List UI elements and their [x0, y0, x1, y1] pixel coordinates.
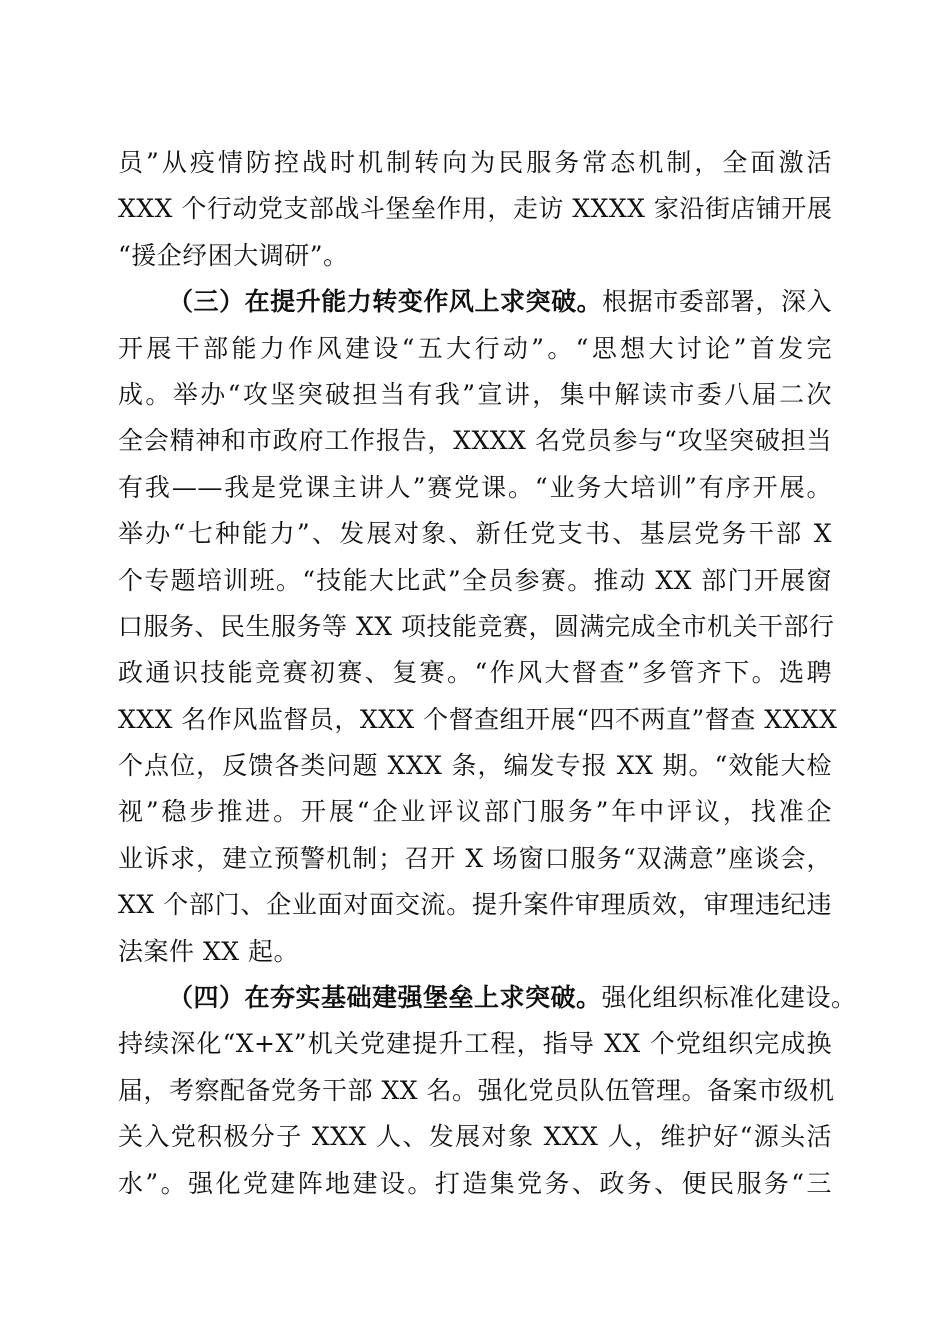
text-line: 有我——我是党课主讲人”赛党课。“业务大培训”有序开展。	[118, 472, 832, 502]
paragraph	[118, 279, 838, 975]
text-line: 法案件 XX 起。	[118, 936, 299, 966]
text-line: 水”。强化党建阵地建设。打造集党务、政务、便民服务“三	[118, 1168, 832, 1198]
text-line: XXX 个行动党支部战斗堡垒作用，走访 XXXX 家沿街店铺开展	[118, 194, 833, 224]
text-line: 关入党积极分子 XXX 人、发展对象 XXX 人，维护好“源头活	[118, 1122, 832, 1152]
paragraph-first-line	[118, 975, 857, 1021]
text-line: XX 个部门、企业面对面交流。提升案件审理质效，审理违纪违	[118, 890, 832, 920]
text-line: 持续深化“X+X”机关党建提升工程，指导 XX 个党组织完成换	[118, 1029, 832, 1059]
document-body	[118, 140, 857, 1207]
text-line: 个点位，反馈各类问题 XXX 条，编发专报 XX 期。“效能大检	[118, 751, 832, 781]
text-line: 口服务、民生服务等 XX 项技能竞赛，圆满完成全市机关干部行	[118, 611, 835, 641]
text-line: 举办“七种能力”、发展对象、新任党支书、基层党务干部 X	[118, 519, 832, 549]
paragraph	[118, 140, 832, 279]
text-line: 全会精神和市政府工作报告，XXXX 名党员参与“攻坚突破担当	[118, 426, 832, 456]
text-line: 个专题培训班。“技能大比武”全员参赛。推动 XX 部门开展窗	[118, 565, 832, 595]
text-run: 根据市委部署，深入	[602, 287, 832, 317]
text-line: 业诉求，建立预警机制；召开 X 场窗口服务“双满意”座谈会，	[118, 843, 832, 873]
text-run: 强化组织标准化建设。	[601, 983, 857, 1013]
text-line: 视”稳步推进。开展“企业评议部门服务”年中评议，找准企	[118, 797, 832, 827]
text-line: XXX 名作风监督员，XXX 个督查组开展“四不两直”督查 XXXX	[118, 704, 838, 734]
text-line: 政通识技能竞赛初赛、复赛。“作风大督查”多管齐下。选聘	[118, 658, 832, 688]
text-line: 成。举办“攻坚突破担当有我”宣讲，集中解读市委八届二次	[118, 379, 832, 409]
text-line: “援企纾困大调研”。	[118, 240, 349, 270]
paragraph-first-line	[118, 279, 832, 325]
text-line: 开展干部能力作风建设“五大行动”。“思想大讨论”首发完	[118, 333, 832, 363]
section-heading: （三）在提升能力转变作风上求突破。	[168, 287, 603, 317]
section-heading: （四）在夯实基础建强堡垒上求突破。	[168, 983, 602, 1013]
paragraph	[118, 975, 857, 1207]
text-line: 员”从疫情防控战时机制转向为民服务常态机制，全面激活	[118, 148, 832, 177]
text-line: 届，考察配备党务干部 XX 名。强化党员队伍管理。备案市级机	[118, 1075, 835, 1105]
